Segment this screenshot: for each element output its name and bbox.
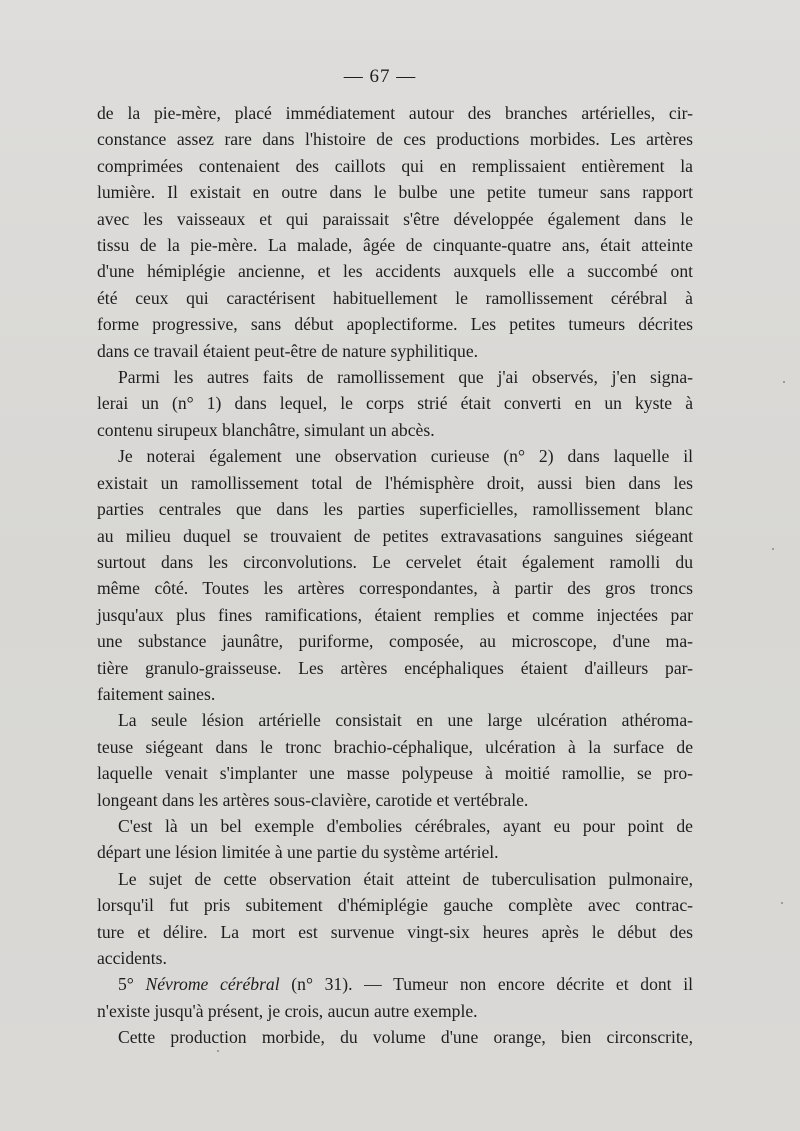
text-line <box>97 681 693 707</box>
text-line <box>97 892 693 918</box>
italic-heading: Névrome cérébral <box>145 974 280 995</box>
text-line <box>97 839 693 865</box>
text-line <box>97 602 693 628</box>
text-line-content: C'est là un bel exemple d'embolies cérébrales, ayant eu pour point de <box>118 815 693 836</box>
scan-speck <box>772 548 774 550</box>
text-line <box>97 549 693 575</box>
text-line-content: lorsqu'il fut pris subitement d'hémiplégie gauche complète avec contrac- <box>97 895 693 916</box>
page-number: — 67 — <box>343 66 417 87</box>
text-line <box>97 496 693 522</box>
text-line-content: Je noterai également une observation curieuse (n° 2) dans laquelle il <box>118 446 693 467</box>
text-line-content: même côté. Toutes les artères correspondantes, à partir des gros troncs <box>97 578 693 599</box>
text-line-content: parties centrales que dans les parties superficielles, ramollissement blanc <box>97 499 693 520</box>
text-line-content: Cette production morbide, du volume d'une orange, bien circonscrite, <box>118 1027 693 1048</box>
text-line <box>97 258 693 284</box>
text-line <box>97 707 693 733</box>
text-line <box>97 628 693 654</box>
text-line <box>97 866 693 892</box>
text-line <box>97 523 693 549</box>
text-line-content: lerai un (n° 1) dans lequel, le corps strié était converti en un kyste à <box>97 393 693 414</box>
text-line <box>97 206 693 232</box>
text-line <box>97 285 693 311</box>
text-line <box>97 575 693 601</box>
text-line <box>97 813 693 839</box>
text-line-content: avec les vaisseaux et qui paraissait s'être développée également dans le <box>97 208 693 229</box>
text-line <box>97 153 693 179</box>
text-line-content: au milieu duquel se trouvaient de petites extravasations sanguines siégeant <box>97 525 693 546</box>
text-line <box>97 945 693 971</box>
body-text <box>97 100 693 1051</box>
text-line-content: (n° 31). — Tumeur non encore décrite et dont il <box>279 974 694 995</box>
text-line-content: été ceux qui caractérisent habituellement le ramollissement cérébral à <box>97 287 693 308</box>
text-line <box>97 100 693 126</box>
text-line-content: faitement saines. <box>97 683 216 704</box>
text-line <box>97 390 693 416</box>
scan-speck <box>781 902 783 904</box>
text-line-content: jusqu'aux plus fines ramifications, étaient remplies et comme injectées par <box>97 604 693 625</box>
text-line <box>97 760 693 786</box>
text-line <box>97 470 693 496</box>
text-line-content: teuse siégeant dans le tronc brachio-céphalique, ulcération à la surface de <box>97 736 693 757</box>
text-line <box>97 443 693 469</box>
text-line <box>97 787 693 813</box>
text-line-content: Parmi les autres faits de ramollissement que j'ai observés, j'en signa- <box>118 367 693 388</box>
text-line-content: dans ce travail étaient peut-être de nature syphilitique. <box>97 340 479 361</box>
text-line-content: n'existe jusqu'à présent, je crois, aucun autre exemple. <box>97 1000 478 1021</box>
text-line-content: tissu de la pie-mère. La malade, âgée de cinquante-quatre ans, était atteinte <box>97 235 693 256</box>
text-line <box>97 1024 693 1050</box>
text-line-content: départ une lésion limitée à une partie du système artériel. <box>97 842 499 863</box>
text-line-content: existait un ramollissement total de l'hémisphère droit, aussi bien dans les <box>97 472 693 493</box>
text-line-content: contenu sirupeux blanchâtre, simulant un abcès. <box>97 419 435 440</box>
scan-speck <box>783 381 785 383</box>
text-line <box>97 364 693 390</box>
text-line-content: d'une hémiplégie ancienne, et les accidents auxquels elle a succombé ont <box>97 261 693 282</box>
text-line-content: une substance jaunâtre, puriforme, composée, au microscope, d'une ma- <box>97 631 693 652</box>
text-line-content: tière granulo-graisseuse. Les artères encéphaliques étaient d'ailleurs par- <box>97 657 693 678</box>
text-line-content: forme progressive, sans début apoplectiforme. Les petites tumeurs décrites <box>97 314 693 335</box>
text-line <box>97 179 693 205</box>
text-line-prefix: 5° <box>118 974 146 995</box>
text-line <box>97 126 693 152</box>
text-line-content: Le sujet de cette observation était atteint de tuberculisation pulmonaire, <box>118 868 693 889</box>
text-line <box>97 998 693 1024</box>
text-line-content: surtout dans les circonvolutions. Le cervelet était également ramolli du <box>97 551 693 572</box>
text-line <box>97 919 693 945</box>
text-line-content: constance assez rare dans l'histoire de ces productions morbides. Les artères <box>97 129 693 150</box>
text-line-content: de la pie-mère, placé immédiatement autour des branches artérielles, cir- <box>97 103 693 123</box>
text-line <box>97 232 693 258</box>
text-line <box>97 338 693 364</box>
text-line-content: accidents. <box>97 948 167 968</box>
text-line-content: comprimées contenaient des caillots qui en remplissaient entièrement la <box>97 155 693 176</box>
text-line-content: ture et délire. La mort est survenue vingt-six heures après le début des <box>97 921 693 942</box>
text-line-content: La seule lésion artérielle consistait en une large ulcération athéroma- <box>118 710 693 731</box>
text-line <box>97 971 693 997</box>
text-line-content: laquelle venait s'implanter une masse polypeuse à moitié ramollie, se pro- <box>97 763 693 784</box>
text-line-content: longeant dans les artères sous-clavière, carotide et vertébrale. <box>97 789 529 810</box>
text-line <box>97 734 693 760</box>
text-line <box>97 655 693 681</box>
text-line-content: lumière. Il existait en outre dans le bulbe une petite tumeur sans rapport <box>97 182 693 203</box>
scan-speck <box>217 1050 219 1052</box>
text-line <box>97 417 693 443</box>
text-line <box>97 311 693 337</box>
